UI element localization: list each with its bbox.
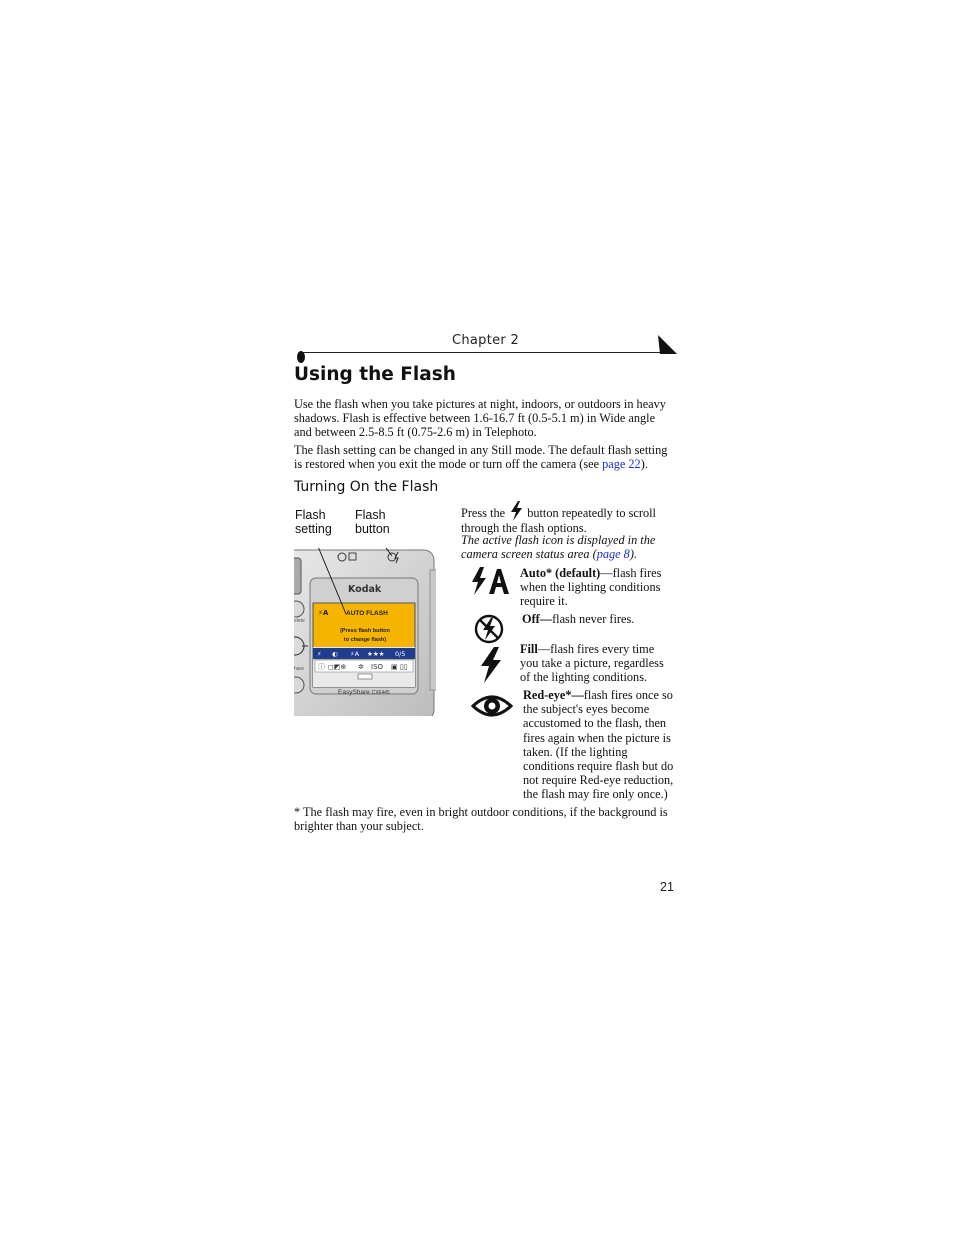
page-title: Using the Flash <box>294 364 456 385</box>
lcd-hint <box>324 627 406 645</box>
intro-paragraph-2 <box>294 443 674 471</box>
lcd-flash-auto-icon: ⚡A <box>318 609 329 617</box>
svg-text:⚡A: ⚡A <box>350 650 360 658</box>
svg-text:▣ ▯▯: ▣ ▯▯ <box>391 663 408 671</box>
option-fill-label: Fill <box>520 642 538 656</box>
option-auto-label: Auto* (default) <box>520 566 601 580</box>
option-off <box>522 612 675 626</box>
status-note <box>461 533 676 561</box>
callout-flash-button-line-1: Flash <box>355 508 386 522</box>
intro-paragraph-2-text: The flash setting can be changed in any Still mode. The default flash setting is restored when you exit the mode or turn off the camera (see <box>294 443 668 472</box>
section-title: Turning On the Flash <box>294 479 439 495</box>
option-fill-desc: —flash fires every time you take a picture, regardless of the lighting conditions. <box>520 642 664 685</box>
press-instruction-suffix: button repeatedly to scroll through the flash options. <box>461 506 656 535</box>
callout-flash-button-line-2: button <box>355 522 390 536</box>
chapter-rule <box>301 352 661 353</box>
rule-dot <box>297 351 305 363</box>
page-22-link[interactable]: page 22 <box>602 457 641 472</box>
page-8-link[interactable]: page 8 <box>596 547 630 562</box>
option-fill <box>520 642 675 685</box>
callout-flash-button <box>355 508 390 536</box>
option-auto <box>520 566 675 609</box>
svg-text:0/5: 0/5 <box>395 650 406 658</box>
press-instruction-prefix: Press the <box>461 506 506 520</box>
camera-model-code: CX6445 <box>371 690 390 696</box>
camera-illustration <box>294 548 436 716</box>
svg-text:✲: ✲ <box>358 663 364 671</box>
svg-text:⚡: ⚡ <box>317 650 322 658</box>
svg-text:★★★: ★★★ <box>367 650 385 658</box>
option-auto-desc: —flash fires when the lighting conditions require it. <box>520 566 662 609</box>
chapter-arrow-icon <box>656 335 678 355</box>
camera-delete-label: elete <box>294 618 305 624</box>
lcd-hint-line-1: (Press flash button <box>340 628 390 634</box>
callout-flash-setting-line-1: Flash <box>295 508 326 522</box>
status-note-text: The active flash icon is displayed in the camera screen status area ( <box>461 533 656 562</box>
page-number: 21 <box>660 880 674 894</box>
svg-text:◻◩⊕: ◻◩⊕ <box>328 663 347 671</box>
option-red-eye <box>523 688 675 802</box>
intro-paragraph-1: Use the flash when you take pictures at night, indoors, or outdoors in heavy shadows. Flash is effective between 1.6-16.7 ft (0.5-5.1 m) in Wide angle and between 2.5-8.5 ft (0.75-2.6 m) in Telephoto. <box>294 397 666 440</box>
svg-text:ISO: ISO <box>371 663 384 671</box>
lcd-hint-line-2: to change flash) <box>343 637 387 643</box>
option-red-eye-desc: flash fires once so the subject's eyes become accustomed to the flash, then fires again when the picture is taken. (If the lighting conditions require flash but do not require Red-eye reduction, the flash may fire only once.) <box>523 688 674 802</box>
flash-off-icon <box>473 613 505 645</box>
option-off-desc: flash never fires. <box>552 612 635 626</box>
camera-share-label: hare <box>294 666 305 672</box>
camera-brand-logo: Kodak <box>348 584 382 595</box>
option-off-label: Off— <box>522 612 553 626</box>
option-red-eye-label: Red-eye*— <box>523 688 584 702</box>
intro-paragraph-2-end: ). <box>640 457 648 472</box>
camera-model <box>338 689 390 696</box>
chapter-label: Chapter 2 <box>452 333 520 348</box>
flash-button-icon <box>509 501 523 521</box>
flash-auto-icon <box>470 566 510 596</box>
camera-model-name: EasyShare <box>338 689 370 696</box>
callout-flash-setting-line-2: setting <box>295 522 332 536</box>
status-note-end: ). <box>629 547 638 562</box>
svg-text:ⓘ: ⓘ <box>318 663 325 671</box>
red-eye-icon <box>471 692 513 720</box>
press-instruction <box>461 501 676 535</box>
svg-text:◐: ◐ <box>332 650 338 658</box>
callout-flash-setting <box>295 508 332 536</box>
lcd-mode-text: AUTO FLASH <box>346 610 388 617</box>
footnote: * The flash may fire, even in bright outdoor conditions, if the background is brighter than your subject. <box>294 805 668 834</box>
flash-fill-icon <box>478 647 504 683</box>
